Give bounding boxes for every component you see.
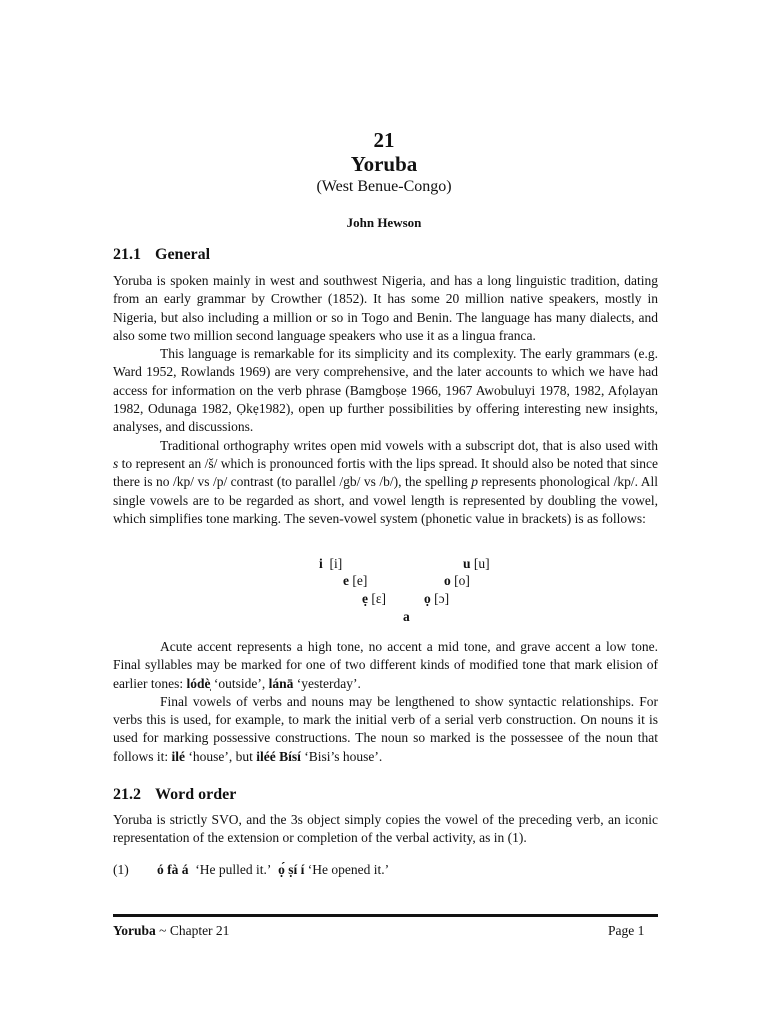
page-number: Page 1 [608, 923, 645, 938]
paragraph: Yoruba is strictly SVO, and the 3s object simply copies the vowel of the preceding verb, an iconic representation of the extension or completion of the verbal activity, as in (1). [113, 812, 658, 846]
vowel-i: i [i] [319, 556, 343, 571]
section-general-text [113, 272, 658, 528]
paragraph: Traditional orthography writes open mid vowels with a subscript dot, that is also used with s to represent an /š/ which is pronounced fortis with the lips spread. It should also be noted that since there is no /kp/ vs /p/ contrast (to parallel /gb/ vs /b/), the spelling p represents phonological /kp/. All single vowels are to be regarded as short, and vowel length is represented by doubling the vowel, which simplifies tone marking. The seven-vowel system (phonetic value in brackets) is as follows: [113, 437, 658, 526]
author-name: John Hewson [346, 215, 422, 230]
paragraph: Acute accent represents a high tone, no accent a mid tone, and grave accent a low tone. Final syllables may be marked for one of two different kinds of modified tone that mark elision of earlier tones: lódè̩ ‘outside’, lánā ‘yesterday’. [113, 639, 658, 691]
tone-paragraphs [113, 638, 658, 766]
section-word-order-text [113, 811, 658, 848]
paragraph: Yoruba is spoken mainly in west and southwest Nigeria, and has a long linguistic tradition, dating from an early grammar by Crowther (1852). It has some 20 million native speakers, mostly in Nigeria, but also including a million or so in Togo and Benin. The language has many dialects, and also some two million second language speakers who use it as a lingua franca. [113, 273, 658, 343]
section-title: General [155, 246, 211, 263]
vowel-e: e [e] [343, 573, 368, 588]
section-heading-general [113, 245, 210, 265]
paragraph: This language is remarkable for its simplicity and its complexity. The early grammars (e.g. Ward 1952, Rowlands 1969) are very comprehensive, and the later accounts to which we have had access for information on the verb phrase (Bamgboṣe 1966, 1967 Awobuluyi 1978, 1982, Afọlayan 1982, Odunaga 1982, Ọkẹ1982), open up further possibilities by offering interesting new insights, analyses, and discussions. [113, 346, 658, 435]
vowel-o: o [o] [444, 573, 470, 588]
section-title: Word order [155, 786, 237, 803]
footer-chapter-label: Yoruba ~ Chapter 21 [113, 923, 230, 938]
footer-rule [113, 914, 658, 917]
chapter-number: 21 [373, 128, 395, 152]
example-number: (1) [113, 862, 129, 877]
chapter-title: Yoruba [350, 152, 418, 176]
section-heading-word-order [113, 785, 236, 805]
paragraph: Final vowels of verbs and nouns may be lengthened to show syntactic relationships. For verbs this is used, for example, to mark the initial verb of a serial verb construction. On nouns it is used for marking possessive constructions. The noun so marked is the possessee of the noun that follows it: ilé ‘house’, but iléé Bísí ‘Bisi’s house’. [113, 693, 658, 764]
vowel-u: u [u] [463, 556, 490, 571]
section-number: 21.1 [113, 246, 141, 263]
vowel-open-e: ẹ [ɛ] [362, 591, 387, 606]
vowel-a: a [403, 609, 410, 624]
chapter-subtitle: (West Benue-Congo) [316, 178, 452, 195]
example-line: ó fà á ‘He pulled it.’ ọ́ ṣí í ‘He opened it.’ [157, 862, 390, 877]
vowel-open-o: ọ [ɔ] [424, 591, 450, 606]
section-number: 21.2 [113, 786, 141, 803]
